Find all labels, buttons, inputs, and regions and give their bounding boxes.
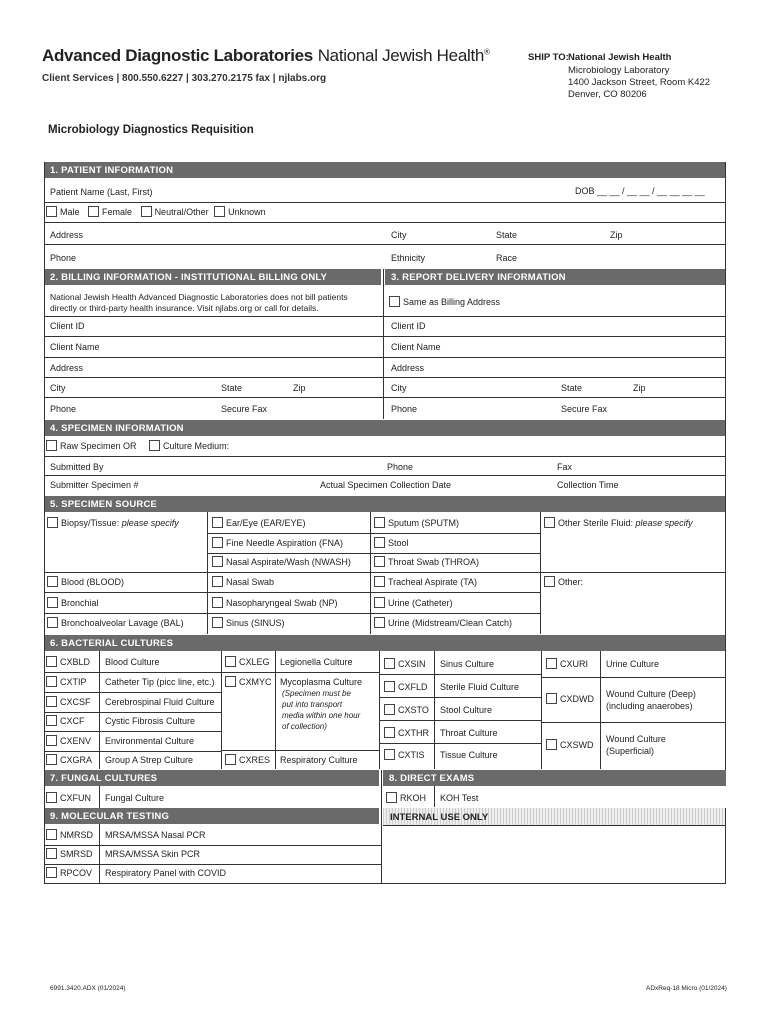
divider: [44, 672, 221, 673]
internal-use-label: INTERNAL USE ONLY: [390, 812, 489, 823]
culture-option: [384, 659, 426, 670]
section-1-header: [44, 162, 726, 178]
ship-to-label: SHIP TO:: [528, 52, 569, 63]
billing-address-field[interactable]: Address: [50, 363, 84, 373]
culture-code: CXTHR: [398, 728, 429, 738]
culture-checkbox[interactable]: [46, 867, 57, 878]
bal-checkbox[interactable]: [47, 617, 58, 628]
culture-checkbox[interactable]: [46, 754, 57, 765]
culture-checkbox[interactable]: [46, 656, 57, 667]
neutral-label: Neutral/Other: [154, 207, 209, 217]
stool-label: Stool: [388, 538, 409, 548]
ear-label: Ear/Eye (EAR/EYE): [226, 518, 306, 528]
biopsy-specify: please specify: [121, 518, 179, 528]
section-9-header: [44, 808, 379, 824]
source-urine-mid: [374, 618, 512, 629]
cxdwd-code: CXDWD: [560, 694, 594, 704]
source-nswab: [212, 577, 274, 588]
footer-left: 6991.3420.ADX (01/2024): [50, 985, 126, 992]
section-6-title: 6. BACTERIAL CULTURES: [50, 638, 174, 649]
culture-checkbox[interactable]: [384, 681, 395, 692]
submitter-phone-field[interactable]: Phone: [387, 462, 414, 472]
nswab-label: Nasal Swab: [226, 577, 275, 587]
section-4-title: 4. SPECIMEN INFORMATION: [50, 423, 184, 434]
submitter-specimen-field[interactable]: Submitter Specimen #: [50, 480, 139, 490]
culture-code: CXCF: [60, 716, 85, 726]
culture-name: Stool Culture: [440, 705, 493, 715]
culture-code: CXTIP: [60, 677, 87, 687]
billing-client-name-field[interactable]: Client Name: [50, 342, 100, 352]
cxmyc-note4: of collection): [282, 722, 327, 731]
billing-state-field[interactable]: State: [221, 383, 243, 393]
cxleg-code: CXLEG: [239, 657, 270, 667]
divider: [44, 316, 726, 317]
culture-option: [46, 697, 91, 708]
registered-mark: ®: [484, 47, 490, 57]
billing-note-line1: National Jewish Health Advanced Diagnostic Laboratories does not bill patients: [50, 292, 348, 302]
ship-to-line2: Microbiology Laboratory: [568, 65, 670, 76]
culture-option: [384, 728, 429, 739]
source-nwash: [212, 557, 351, 568]
culture-name: Tissue Culture: [440, 750, 498, 760]
male-checkbox[interactable]: [46, 206, 57, 217]
divider: [44, 397, 726, 398]
submitted-by-field[interactable]: Submitted By: [50, 462, 104, 472]
report-phone-field[interactable]: Phone: [391, 404, 418, 414]
cxswd-checkbox[interactable]: [546, 739, 557, 750]
lab-name-bold: Advanced Diagnostic Laboratories: [42, 46, 313, 65]
rkoh-checkbox[interactable]: [386, 792, 397, 803]
same-as-billing: [389, 297, 500, 308]
cxswd-name1: Wound Culture: [606, 734, 666, 744]
culture-code: CXCSF: [60, 697, 91, 707]
cxdwd-checkbox[interactable]: [546, 693, 557, 704]
cxmyc-note3: media within one hour: [282, 711, 361, 720]
divider: [379, 674, 541, 675]
specimen-type: [46, 441, 229, 452]
source-ear: [212, 518, 306, 529]
footer-right: ADxReq-18 Micro (01/2024): [646, 985, 727, 992]
patient-address-field[interactable]: Address: [50, 230, 84, 240]
raw-specimen-label: Raw Specimen OR: [60, 441, 137, 451]
culture-code: NMRSD: [60, 830, 93, 840]
nwash-label: Nasal Aspirate/Wash (NWASH): [226, 557, 351, 567]
culture-checkbox[interactable]: [384, 727, 395, 738]
cxuri-code: CXURI: [560, 659, 589, 669]
section-2-header: [44, 269, 381, 285]
divider: [44, 222, 726, 223]
culture-option: [46, 849, 93, 860]
divider: [275, 651, 276, 769]
urine-mid-checkbox[interactable]: [374, 617, 385, 628]
divider: [221, 672, 379, 673]
billing-client-id-field[interactable]: Client ID: [50, 321, 85, 331]
divider: [207, 512, 208, 634]
report-state-field[interactable]: State: [561, 383, 583, 393]
report-fax-field[interactable]: Secure Fax: [561, 404, 608, 414]
cxres-name: Respiratory Culture: [280, 755, 358, 765]
divider: [44, 475, 726, 476]
divider: [541, 651, 542, 769]
section-4-header: [44, 420, 726, 436]
bronchial-checkbox[interactable]: [47, 597, 58, 608]
np-checkbox[interactable]: [212, 597, 223, 608]
source-bal: [47, 618, 184, 629]
culture-checkbox[interactable]: [46, 696, 57, 707]
blood-label: Blood (BLOOD): [61, 577, 125, 587]
cxdwd-option: [546, 694, 594, 705]
section-7-title: 7. FUNGAL CULTURES: [50, 773, 158, 784]
divider: [99, 786, 100, 884]
collection-time-field[interactable]: Collection Time: [557, 480, 619, 490]
patient-state-field[interactable]: State: [496, 230, 518, 240]
cxleg-name: Legionella Culture: [280, 657, 353, 667]
rkoh-option: [386, 793, 426, 804]
culture-name: Blood Culture: [105, 657, 160, 667]
section-8-title: 8. DIRECT EXAMS: [389, 773, 475, 784]
form-title: Microbiology Diagnostics Requisition: [48, 124, 254, 136]
divider: [379, 651, 380, 769]
source-fna: [212, 538, 343, 549]
divider: [44, 377, 726, 378]
report-client-name-field[interactable]: Client Name: [391, 342, 441, 352]
source-stool: [374, 538, 409, 549]
section-5-header: [44, 496, 726, 512]
culture-name: Sinus Culture: [440, 659, 495, 669]
cxmyc-note2: put into transport: [282, 700, 343, 709]
source-sputum: [374, 518, 459, 529]
cxswd-code: CXSWD: [560, 740, 594, 750]
cxuri-option: [546, 659, 588, 670]
source-bronchial: [47, 598, 99, 609]
cxuri-checkbox[interactable]: [546, 658, 557, 669]
cxdwd-name2: (including anaerobes): [606, 701, 693, 711]
section-8-header: [383, 770, 726, 786]
cxmyc-name: Mycoplasma Culture: [280, 677, 363, 687]
culture-name: Group A Strep Culture: [105, 755, 194, 765]
culture-checkbox[interactable]: [384, 704, 395, 715]
raw-specimen-checkbox[interactable]: [46, 440, 57, 451]
culture-code: CXFLD: [398, 682, 428, 692]
billing-note-line2: directly or third-party health insurance. Visit njlabs.org or call for details.: [50, 303, 319, 313]
divider: [725, 162, 726, 770]
rkoh-name: KOH Test: [440, 793, 479, 803]
cxfun-code: CXFUN: [60, 793, 91, 803]
divider: [379, 697, 541, 698]
biopsy-label: Biopsy/Tissue:: [61, 518, 120, 528]
bronchial-label: Bronchial: [61, 598, 99, 608]
sterile-specify: please specify: [635, 518, 693, 528]
culture-checkbox[interactable]: [46, 715, 57, 726]
other-checkbox[interactable]: [544, 576, 555, 587]
divider: [44, 751, 221, 752]
billing-phone-field[interactable]: Phone: [50, 404, 77, 414]
divider: [434, 651, 435, 769]
divider: [541, 722, 726, 723]
source-other: [544, 577, 583, 588]
source-np: [212, 598, 338, 609]
culture-checkbox[interactable]: [46, 676, 57, 687]
culture-name: Catheter Tip (picc line, etc.): [105, 677, 215, 687]
culture-name: Throat Culture: [440, 728, 498, 738]
cxres-checkbox[interactable]: [225, 754, 236, 765]
patient-zip-field[interactable]: Zip: [610, 230, 623, 240]
divider: [541, 677, 726, 678]
female-label: Female: [102, 207, 133, 217]
patient-race-field[interactable]: Race: [496, 253, 518, 263]
source-sinus: [212, 618, 285, 629]
male-label: Male: [60, 207, 80, 217]
source-biopsy: [47, 518, 179, 529]
stool-checkbox[interactable]: [374, 537, 385, 548]
fna-checkbox[interactable]: [212, 537, 223, 548]
cxswd-option: [546, 740, 594, 751]
same-as-billing-label: Same as Billing Address: [403, 297, 501, 307]
source-ta: [374, 577, 477, 588]
ship-to-name: National Jewish Health: [568, 52, 672, 63]
culture-checkbox[interactable]: [384, 658, 395, 669]
fna-label: Fine Needle Aspiration (FNA): [226, 538, 344, 548]
divider: [434, 786, 435, 807]
divider: [44, 202, 726, 203]
section-3-title: 3. REPORT DELIVERY INFORMATION: [391, 272, 566, 283]
culture-checkbox[interactable]: [46, 829, 57, 840]
bal-label: Bronchoalveolar Lavage (BAL): [61, 618, 184, 628]
cxleg-checkbox[interactable]: [225, 656, 236, 667]
patient-name-field[interactable]: Patient Name (Last, First): [50, 187, 153, 197]
source-urine-cath: [374, 598, 453, 609]
culture-code: RPCOV: [60, 868, 93, 878]
cxmyc-code: CXMYC: [239, 677, 272, 687]
ship-to-line3: 1400 Jackson Street, Room K422: [568, 77, 711, 88]
divider: [379, 720, 541, 721]
divider: [44, 864, 381, 865]
nwash-checkbox[interactable]: [212, 556, 223, 567]
dob-field[interactable]: DOB __ __ / __ __ / __ __ __ __: [575, 186, 705, 196]
divider: [221, 651, 222, 769]
culture-medium-label: Culture Medium:: [163, 441, 230, 451]
cxfun-checkbox[interactable]: [46, 792, 57, 803]
neutral-checkbox[interactable]: [141, 206, 152, 217]
culture-option: [46, 736, 91, 747]
culture-option: [384, 750, 425, 761]
culture-name: Cystic Fibrosis Culture: [105, 716, 196, 726]
cxswd-name2: (Superficial): [606, 746, 655, 756]
section-6-header: [44, 635, 726, 651]
sterile-checkbox[interactable]: [544, 517, 555, 528]
section-2-title: 2. BILLING INFORMATION - INSTITUTIONAL BILLING ONLY: [50, 272, 328, 283]
section-3-header: [385, 269, 726, 285]
patient-phone-field[interactable]: Phone: [50, 253, 77, 263]
cxmyc-note1: (Specimen must be: [282, 689, 351, 698]
np-label: Nasopharyngeal Swab (NP): [226, 598, 338, 608]
divider: [44, 357, 726, 358]
culture-checkbox[interactable]: [46, 848, 57, 859]
culture-checkbox[interactable]: [384, 749, 395, 760]
culture-name: Environmental Culture: [105, 736, 195, 746]
culture-option: [46, 657, 90, 668]
culture-checkbox[interactable]: [46, 735, 57, 746]
sex-options: [46, 207, 266, 218]
source-throat: [374, 557, 479, 568]
section-9-title: 9. MOLECULAR TESTING: [50, 811, 170, 822]
nswab-checkbox[interactable]: [212, 576, 223, 587]
divider: [221, 750, 379, 751]
divider: [44, 456, 726, 457]
culture-option: [384, 682, 428, 693]
throat-checkbox[interactable]: [374, 556, 385, 567]
sterile-label: Other Sterile Fluid:: [558, 518, 634, 528]
cxres-code: CXRES: [239, 755, 271, 765]
cxdwd-name1: Wound Culture (Deep): [606, 689, 696, 699]
sputum-label: Sputum (SPUTM): [388, 518, 460, 528]
culture-name: Respiratory Panel with COVID: [105, 868, 227, 878]
sputum-checkbox[interactable]: [374, 517, 385, 528]
lab-name-light: National Jewish Health: [317, 46, 485, 65]
cxuri-name: Urine Culture: [606, 659, 660, 669]
patient-city-field[interactable]: City: [391, 230, 407, 240]
culture-option: [46, 716, 85, 727]
cxmyc-checkbox[interactable]: [225, 676, 236, 687]
divider: [725, 808, 726, 884]
same-as-billing-checkbox[interactable]: [389, 296, 400, 307]
culture-name: MRSA/MSSA Skin PCR: [105, 849, 201, 859]
culture-code: CXTIS: [398, 750, 425, 760]
culture-option: [46, 755, 92, 766]
biopsy-checkbox[interactable]: [47, 517, 58, 528]
billing-city-field[interactable]: City: [50, 383, 66, 393]
unknown-checkbox[interactable]: [214, 206, 225, 217]
divider: [44, 244, 726, 245]
cxleg-option: [225, 657, 270, 668]
culture-code: CXENV: [60, 736, 92, 746]
culture-code: CXBLD: [60, 657, 91, 667]
client-services: Client Services | 800.550.6227 | 303.270.2175 fax | njlabs.org: [42, 73, 327, 84]
divider: [44, 613, 540, 614]
section-7-header: [44, 770, 379, 786]
divider: [44, 883, 381, 884]
source-blood: [47, 577, 124, 588]
source-sterile: [544, 518, 693, 529]
billing-fax-field[interactable]: Secure Fax: [221, 404, 268, 414]
collection-date-field[interactable]: Actual Specimen Collection Date: [320, 480, 452, 490]
divider: [44, 592, 540, 593]
divider: [383, 825, 726, 826]
culture-name: Cerebrospinal Fluid Culture: [105, 697, 215, 707]
urine-cath-label: Urine (Catheter): [388, 598, 453, 608]
divider: [379, 743, 541, 744]
urine-cath-checkbox[interactable]: [374, 597, 385, 608]
divider: [600, 651, 601, 769]
billing-zip-field[interactable]: Zip: [293, 383, 306, 393]
cxres-option: [225, 755, 270, 766]
divider: [381, 883, 726, 884]
throat-label: Throat Swab (THROA): [388, 557, 480, 567]
culture-code: CXSIN: [398, 659, 426, 669]
divider: [540, 512, 541, 634]
report-client-id-field[interactable]: Client ID: [391, 321, 426, 331]
rkoh-code: RKOH: [400, 793, 427, 803]
culture-option: [46, 868, 92, 879]
divider: [44, 336, 726, 337]
blood-checkbox[interactable]: [47, 576, 58, 587]
report-city-field[interactable]: City: [391, 383, 407, 393]
section-1-title: 1. PATIENT INFORMATION: [50, 165, 174, 176]
ear-checkbox[interactable]: [212, 517, 223, 528]
sinus-label: Sinus (SINUS): [226, 618, 285, 628]
culture-option: [384, 705, 429, 716]
other-label: Other:: [558, 577, 584, 587]
culture-name: MRSA/MSSA Nasal PCR: [105, 830, 206, 840]
divider: [207, 533, 540, 534]
culture-name: Sterile Fluid Culture: [440, 682, 520, 692]
sinus-checkbox[interactable]: [212, 617, 223, 628]
culture-code: CXSTO: [398, 705, 429, 715]
divider: [370, 512, 371, 634]
patient-ethnicity-field[interactable]: Ethnicity: [391, 253, 426, 263]
divider: [44, 692, 221, 693]
divider: [381, 770, 382, 884]
divider: [207, 553, 540, 554]
culture-medium-checkbox[interactable]: [149, 440, 160, 451]
ta-checkbox[interactable]: [374, 576, 385, 587]
ta-label: Tracheal Aspirate (TA): [388, 577, 478, 587]
divider: [44, 572, 726, 573]
ship-to-line4: Denver, CO 80206: [568, 89, 647, 100]
divider: [44, 162, 45, 884]
lab-name: [42, 46, 490, 66]
submitter-fax-field[interactable]: Fax: [557, 462, 573, 472]
culture-code: CXGRA: [60, 755, 93, 765]
culture-option: [46, 830, 93, 841]
cxfun-name: Fungal Culture: [105, 793, 165, 803]
urine-mid-label: Urine (Midstream/Clean Catch): [388, 618, 513, 628]
female-checkbox[interactable]: [88, 206, 99, 217]
cxfun-option: [46, 793, 91, 804]
culture-option: [46, 677, 87, 688]
section-5-title: 5. SPECIMEN SOURCE: [50, 499, 158, 510]
report-zip-field[interactable]: Zip: [633, 383, 646, 393]
unknown-label: Unknown: [228, 207, 266, 217]
report-address-field[interactable]: Address: [391, 363, 425, 373]
divider: [44, 731, 221, 732]
divider: [44, 845, 381, 846]
divider: [44, 712, 221, 713]
culture-code: SMRSD: [60, 849, 93, 859]
cxmyc-option: [225, 677, 272, 688]
